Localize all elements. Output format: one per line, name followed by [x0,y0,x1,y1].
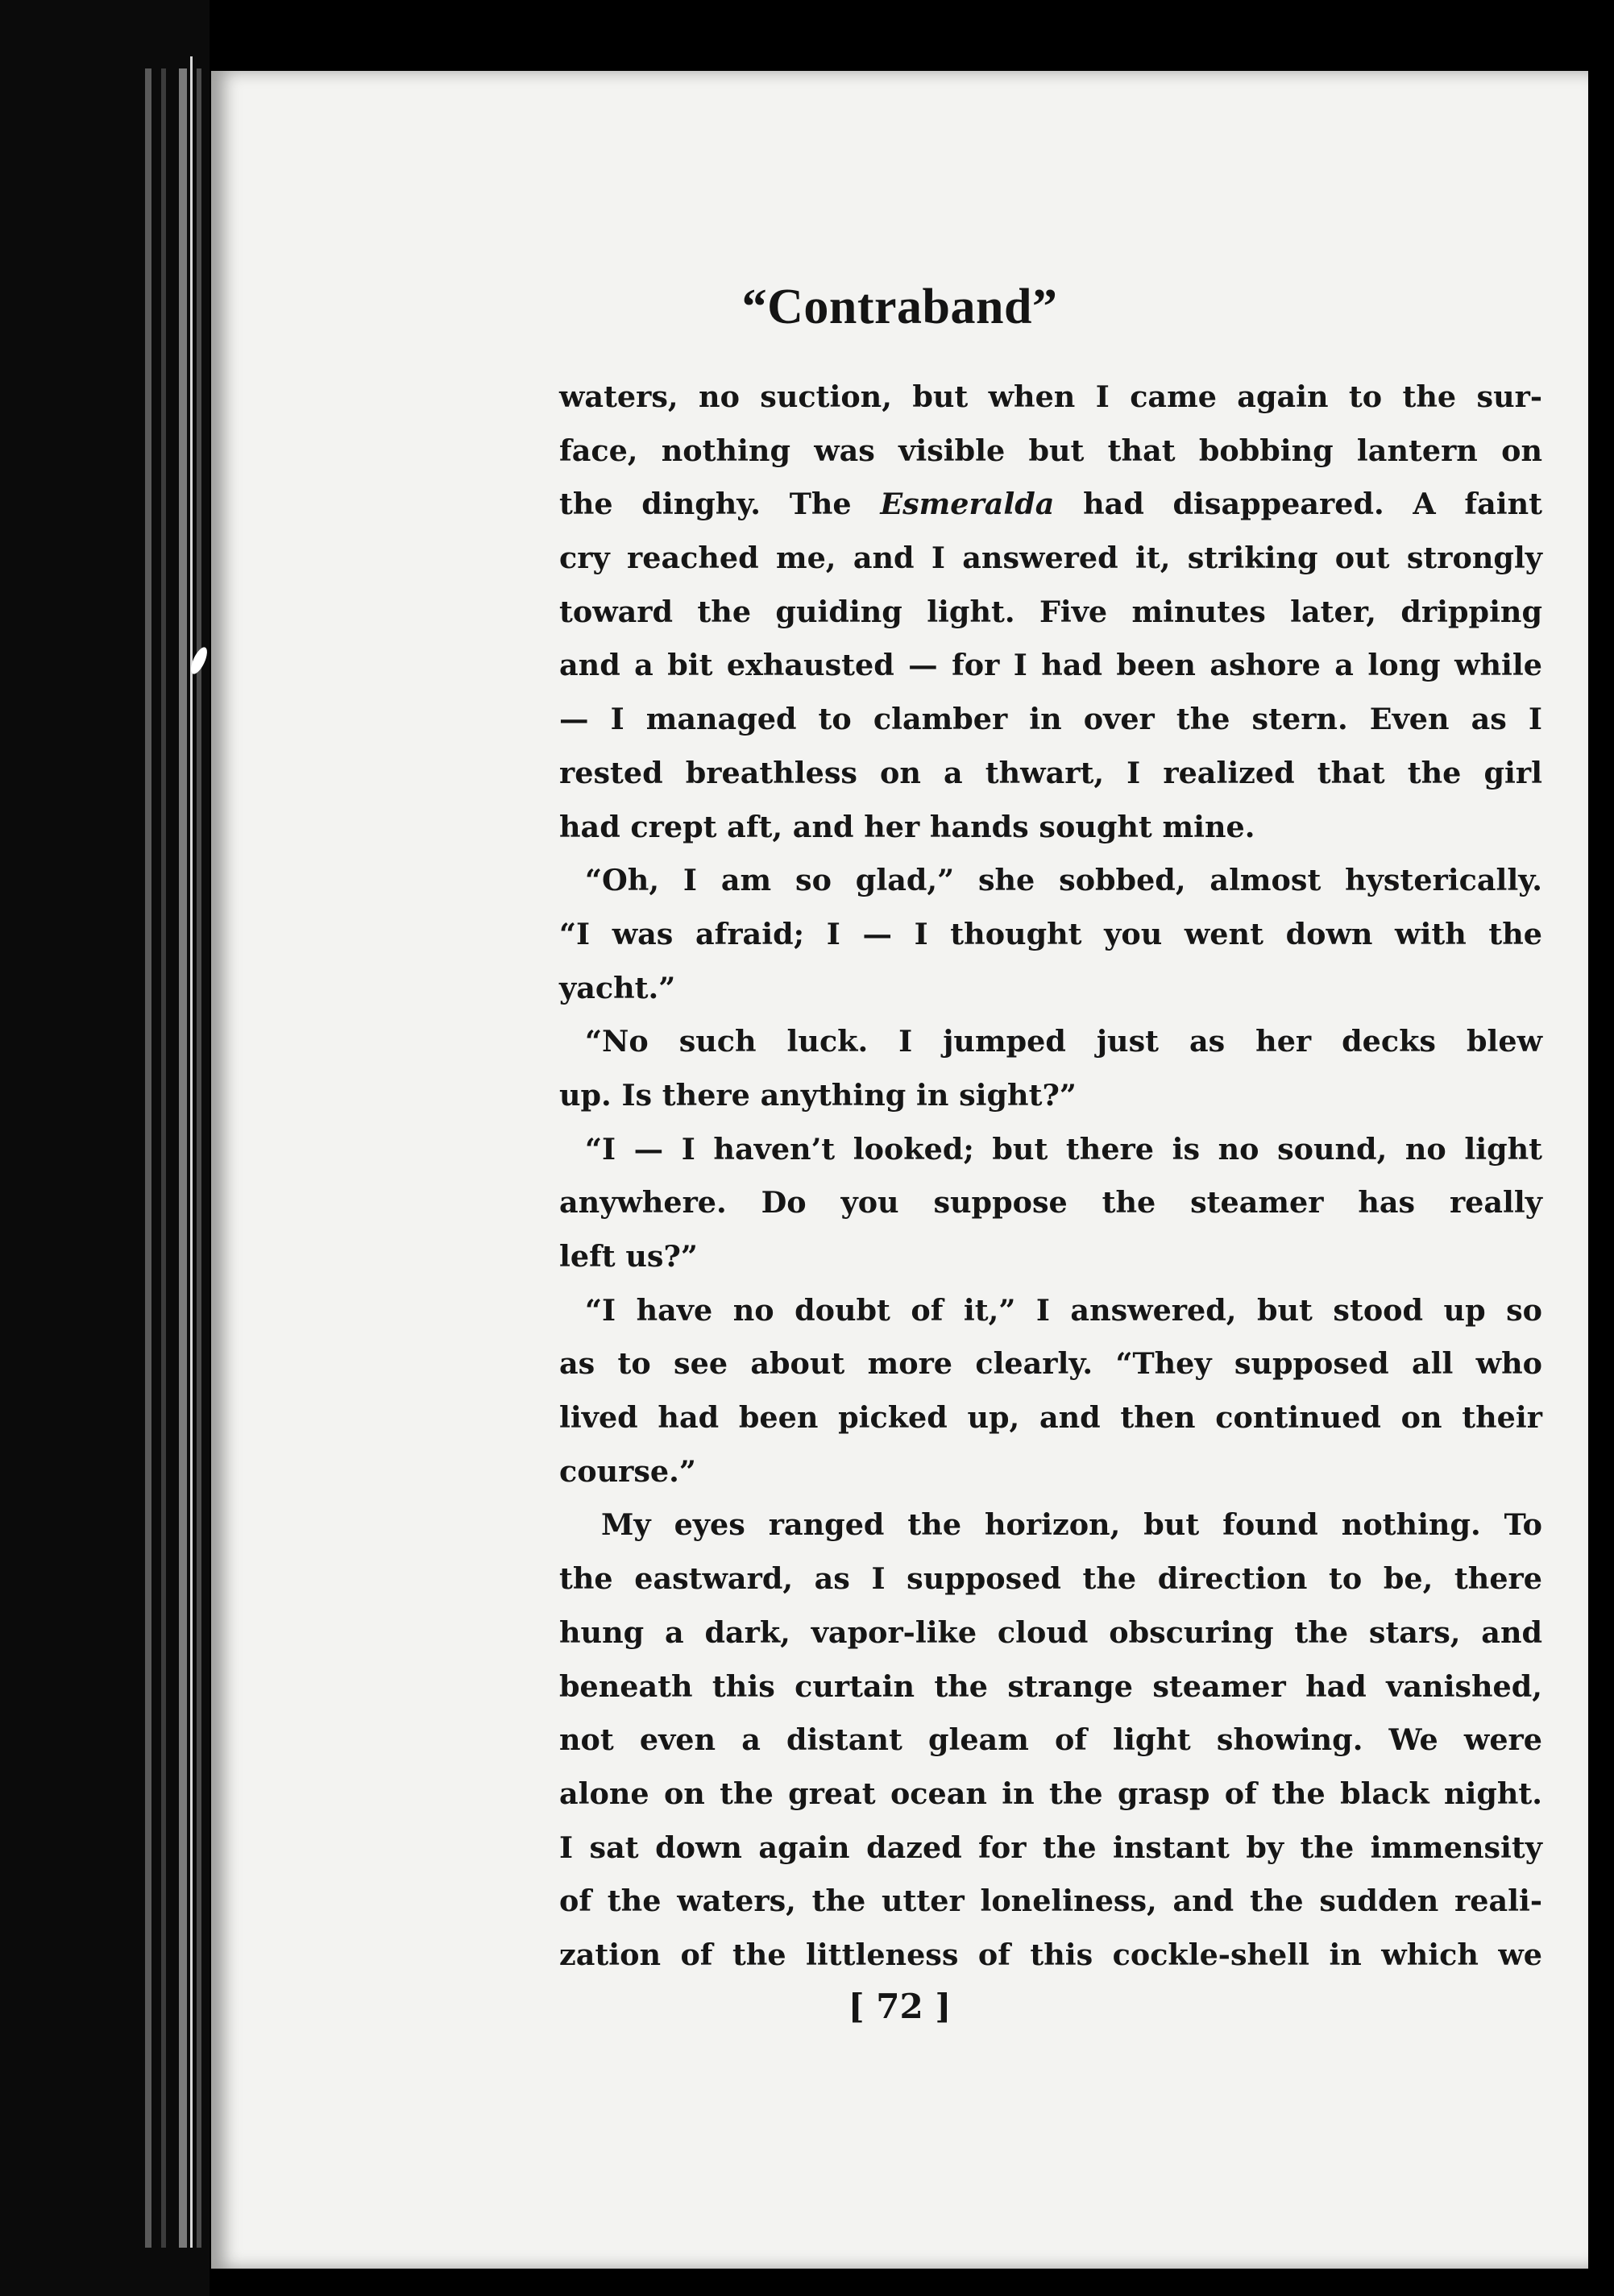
text-line: up. Is there anything in sight?” [559,1077,1077,1113]
text-line: “I have no doubt of it,” I answered, but stood up so [585,1292,1542,1328]
text-line: anywhere. Do you suppose the steamer has really [559,1185,1542,1221]
page-edge-highlight [190,56,193,2248]
ship-name: Esmeralda [880,487,1055,522]
text-line: as to see about more clearly. “They supposed all who [559,1346,1542,1382]
book-page [211,71,1588,2269]
text-line: zation of the littleness of this cockle-shell in which we [559,1937,1542,1972]
page-edge-strip [145,68,151,2248]
text-line: My eyes ranged the horizon, but found nothing. To [601,1507,1542,1543]
page-edge-strip [197,68,201,2248]
text-line: the eastward, as I supposed the direction to be, there [559,1561,1542,1597]
body-text [559,371,1542,1983]
text-line: face, nothing was visible but that bobbing lantern on [559,433,1542,468]
text-line: and a bit exhausted — for I had been ashore a long while [559,648,1542,683]
text-line: toward the guiding light. Five minutes later, dripping [559,594,1542,629]
text-line: beneath this curtain the strange steamer had vanished, [559,1668,1542,1704]
text-line: yacht.” [559,970,676,1005]
text-line: — I managed to clamber in over the stern. Even as I [559,702,1542,737]
book-spine-edge [0,0,210,2296]
page-number: [ 72 ] [848,1987,952,2026]
text-line: left us?” [559,1239,698,1274]
text-line: I sat down again dazed for the instant by the immensity [559,1830,1542,1865]
text-line: had crept aft, and her hands sought mine. [559,809,1255,844]
text-line: course.” [559,1453,696,1489]
text-line: “No such luck. I jumped just as her decks blew [585,1024,1542,1059]
text-line: rested breathless on a thwart, I realized that the girl [559,755,1542,790]
text-line: “I — I haven’t looked; but there is no sound, no light [585,1131,1542,1167]
running-title: “Contraband” [741,280,1058,334]
text-line: “I was afraid; I — I thought you went down with the [559,916,1542,951]
text-line: “Oh, I am so glad,” she sobbed, almost hysterically. [585,863,1542,898]
page-header [211,279,1588,336]
text-line: alone on the great ocean in the grasp of the black night. [559,1776,1542,1811]
text-line: waters, no suction, but when I came again to the sur- [559,379,1542,414]
text-line: cry reached me, and I answered it, striking out strongly [559,541,1542,576]
text-line: hung a dark, vapor-like cloud obscuring the stars, and [559,1614,1542,1650]
scan-border [1588,0,1614,2296]
page-edge-strip [179,68,187,2248]
text-line: the dinghy. The Esmeralda had disappeared. A faint [559,487,1543,522]
text-line: not even a distant gleam of light showing. We were [559,1722,1542,1758]
text-line: of the waters, the utter loneliness, and the sudden reali- [559,1884,1542,1919]
page-edge-strip [161,68,166,2248]
text-line: lived had been picked up, and then continued on their [559,1400,1542,1436]
